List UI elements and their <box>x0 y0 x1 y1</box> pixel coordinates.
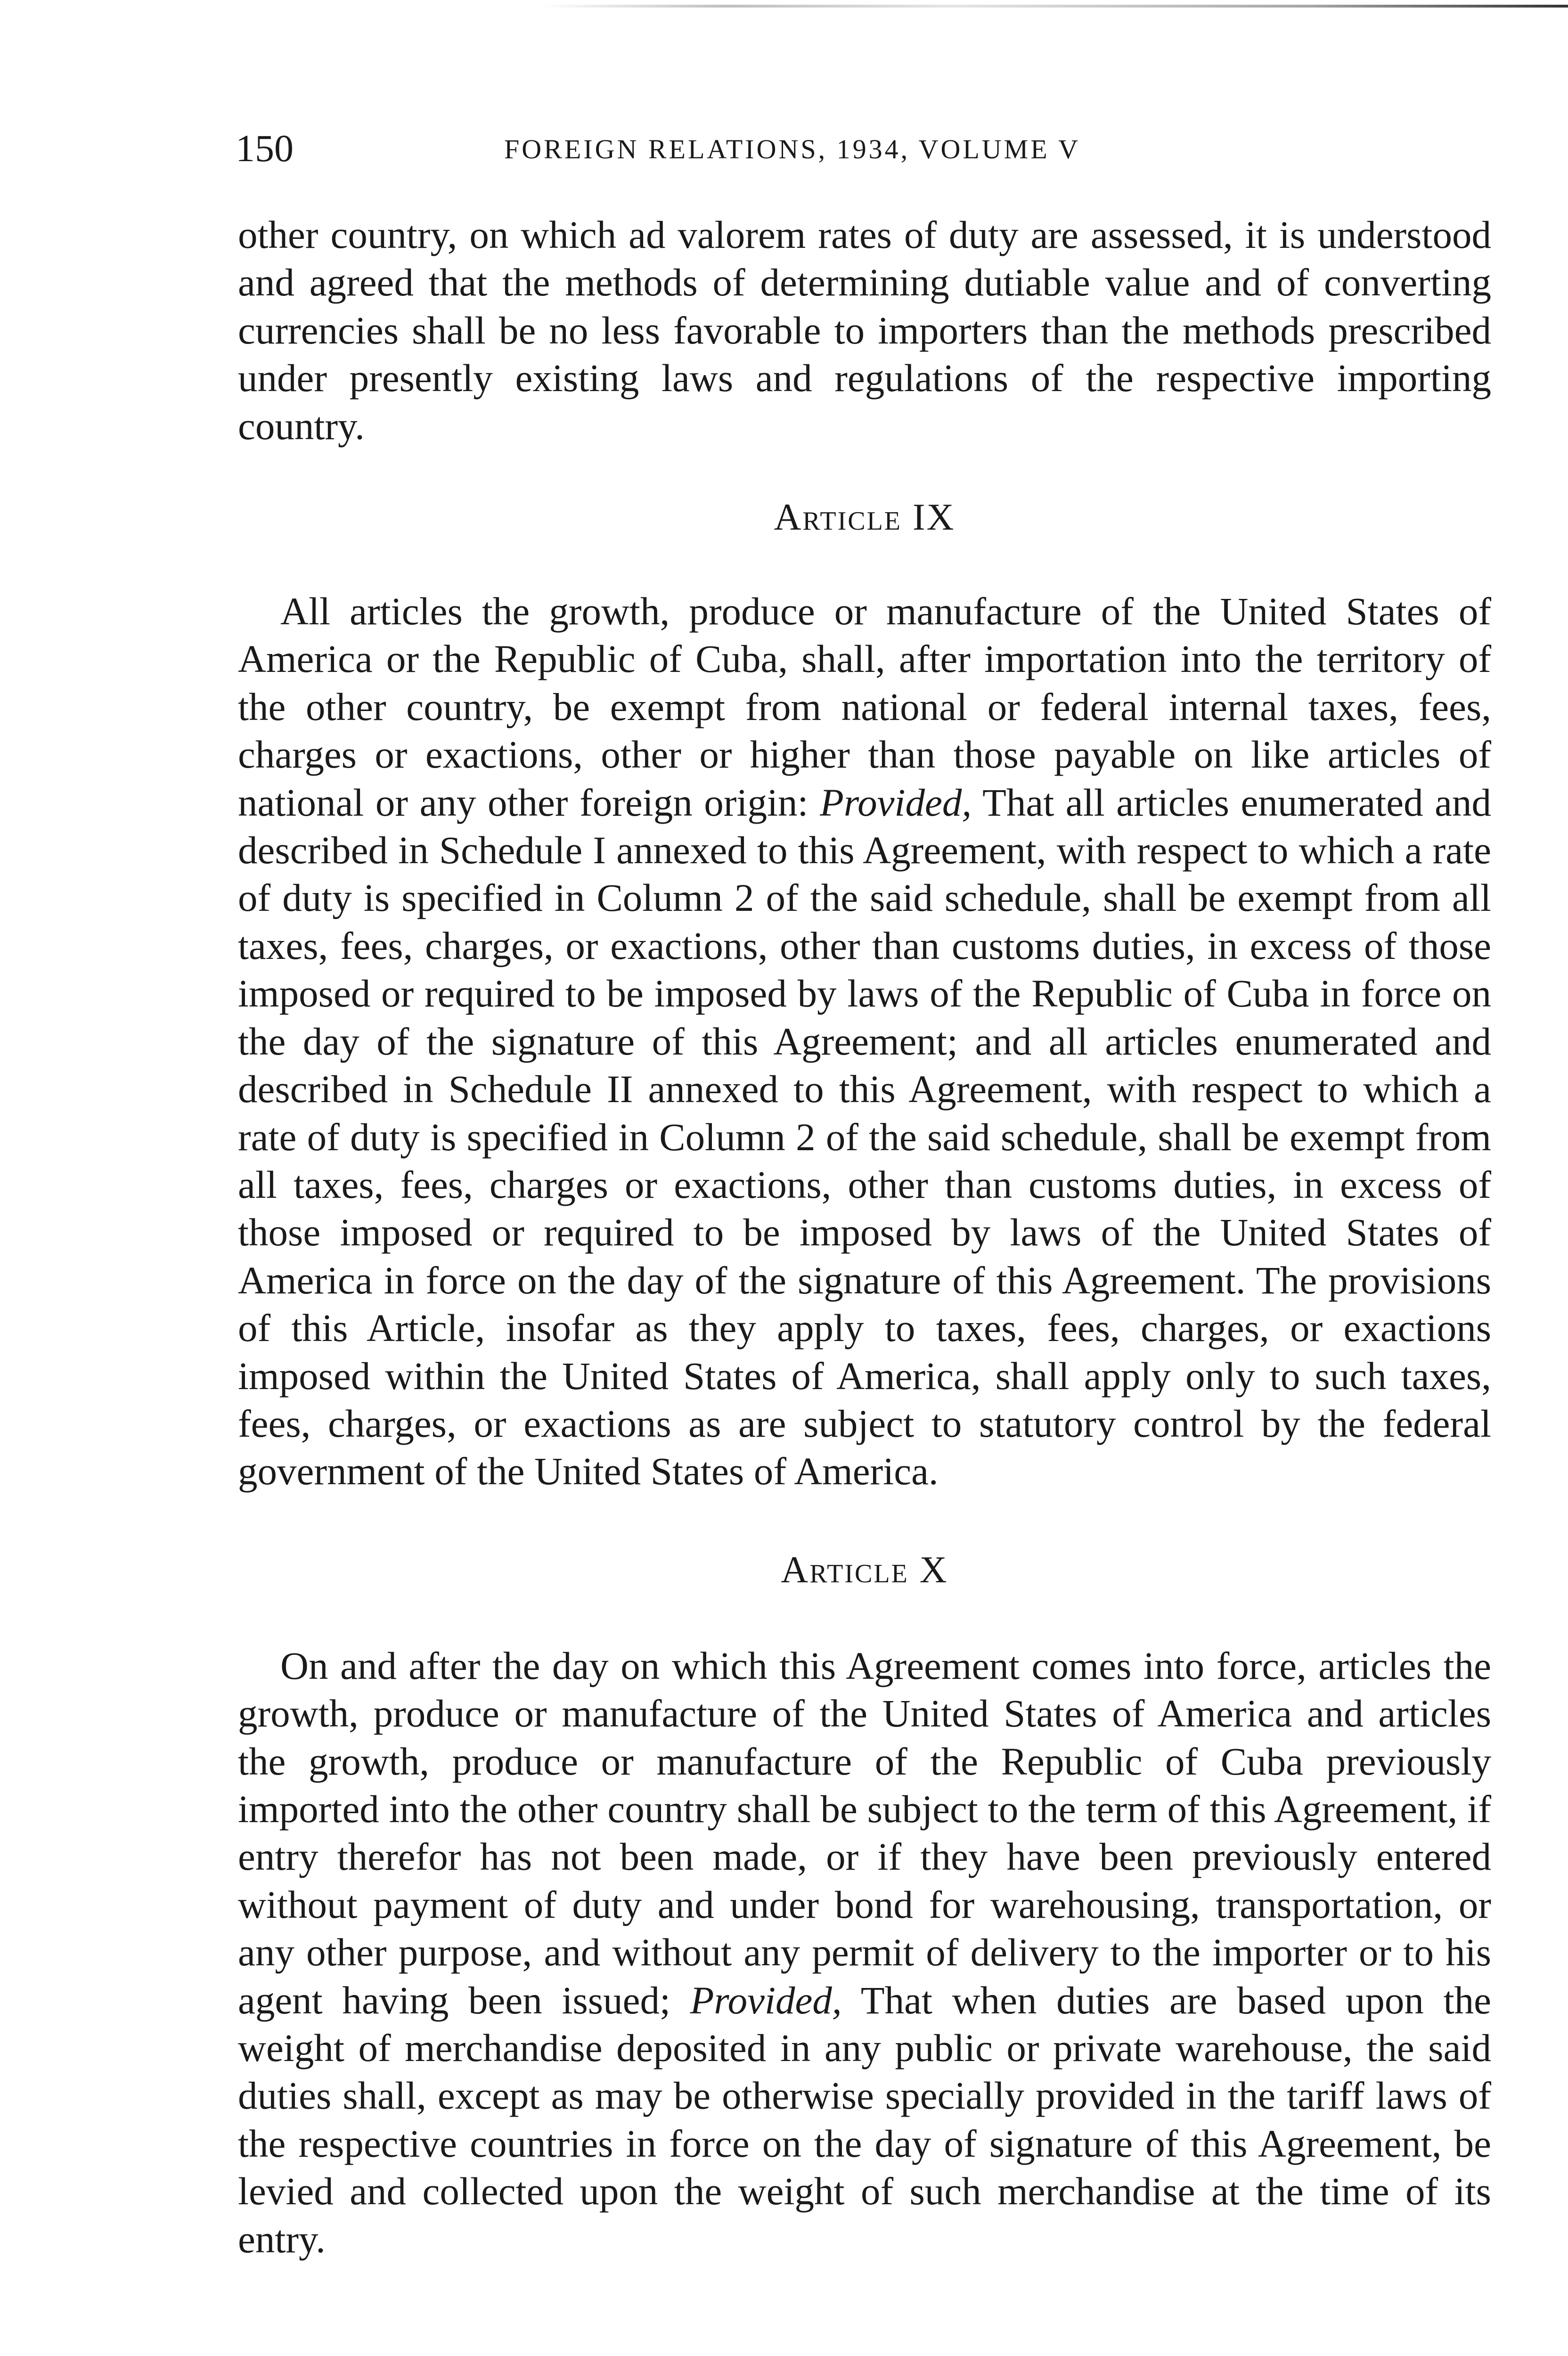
article-x-proviso-word: Provided, <box>690 1978 842 2022</box>
article-x-paragraph <box>238 1642 1491 2263</box>
page-header <box>236 125 1249 177</box>
article-ix-heading: Article IX <box>774 497 956 539</box>
continued-paragraph: other country, on which ad valorem rates of duty are assessed, it is understood and agreed that the methods of determining dutiable value and of converting currencies shall be no less favorable to importers than the methods prescribed under presently existing laws and regulations of the respective importing country. <box>238 213 1491 448</box>
article-x-text-before-proviso: On and after the day on which this Agreement comes into force, articles the growth, produce or manufacture of the United States of America and articles the growth, produce or manufacture of the Republic of Cuba previously imported into the other country shall be subject to the term of this Agreement, if entry therefor has not been made, or if they have been previously entered without payment of duty and under bond for warehousing, transportation, or any other purpose, and without any permit of delivery to the importer or to his agent having been issued; <box>238 1644 1491 2022</box>
page-body <box>238 211 1491 2263</box>
top-edge-rule <box>542 5 1568 8</box>
article-x-heading: Article X <box>781 1549 948 1591</box>
article-ix-proviso-word: Provided, <box>820 780 972 824</box>
article-x-text-after-proviso: That when duties are based upon the weight of merchandise deposited in any public or private warehouse, the said duties shall, except as may be otherwise specially provided in the tariff laws of the respective countries in force on the day of signature of this Agreement, be levied and collected upon the weight of such merchandise at the time of its entry. <box>238 1978 1491 2261</box>
article-ix-text-before-proviso: All articles the growth, produce or manufacture of the United States of America or the Republic of Cuba, shall, after importation into the territory of the other country, be exempt from national or federal internal taxes, fees, charges or exactions, other or higher than those payable on like articles of national or any other foreign origin: <box>238 589 1491 824</box>
article-ix-paragraph <box>238 588 1491 1496</box>
page-number: 150 <box>236 127 294 170</box>
running-head: FOREIGN RELATIONS, 1934, VOLUME V <box>504 134 1080 164</box>
article-ix-text-after-proviso: That all articles enumerated and described in Schedule I annexed to this Agreement, with respect to which a rate of duty is specified in Column 2 of the said schedule, shall be exempt from all taxes, fees, charges, or exactions, other than customs duties, in excess of those imposed or required to be imposed by laws of the Republic of Cuba in force on the day of the signature of this Agreement; and all articles enumerated and described in Schedule II annexed to this Agreement, with respect to which a rate of duty is specified in Column 2 of the said schedule, shall be exempt from all taxes, fees, charges or exactions, other than customs duties, in excess of those imposed or required to be imposed by laws of the United States of America in force on the day of the signature of this Agreement. The provisions of this Article, insofar as they apply to taxes, fees, charges, or exactions imposed within the United States of America, shall apply only to such taxes, fees, charges, or exactions as are subject to statutory control by the federal government of the United States of America. <box>238 780 1491 1493</box>
